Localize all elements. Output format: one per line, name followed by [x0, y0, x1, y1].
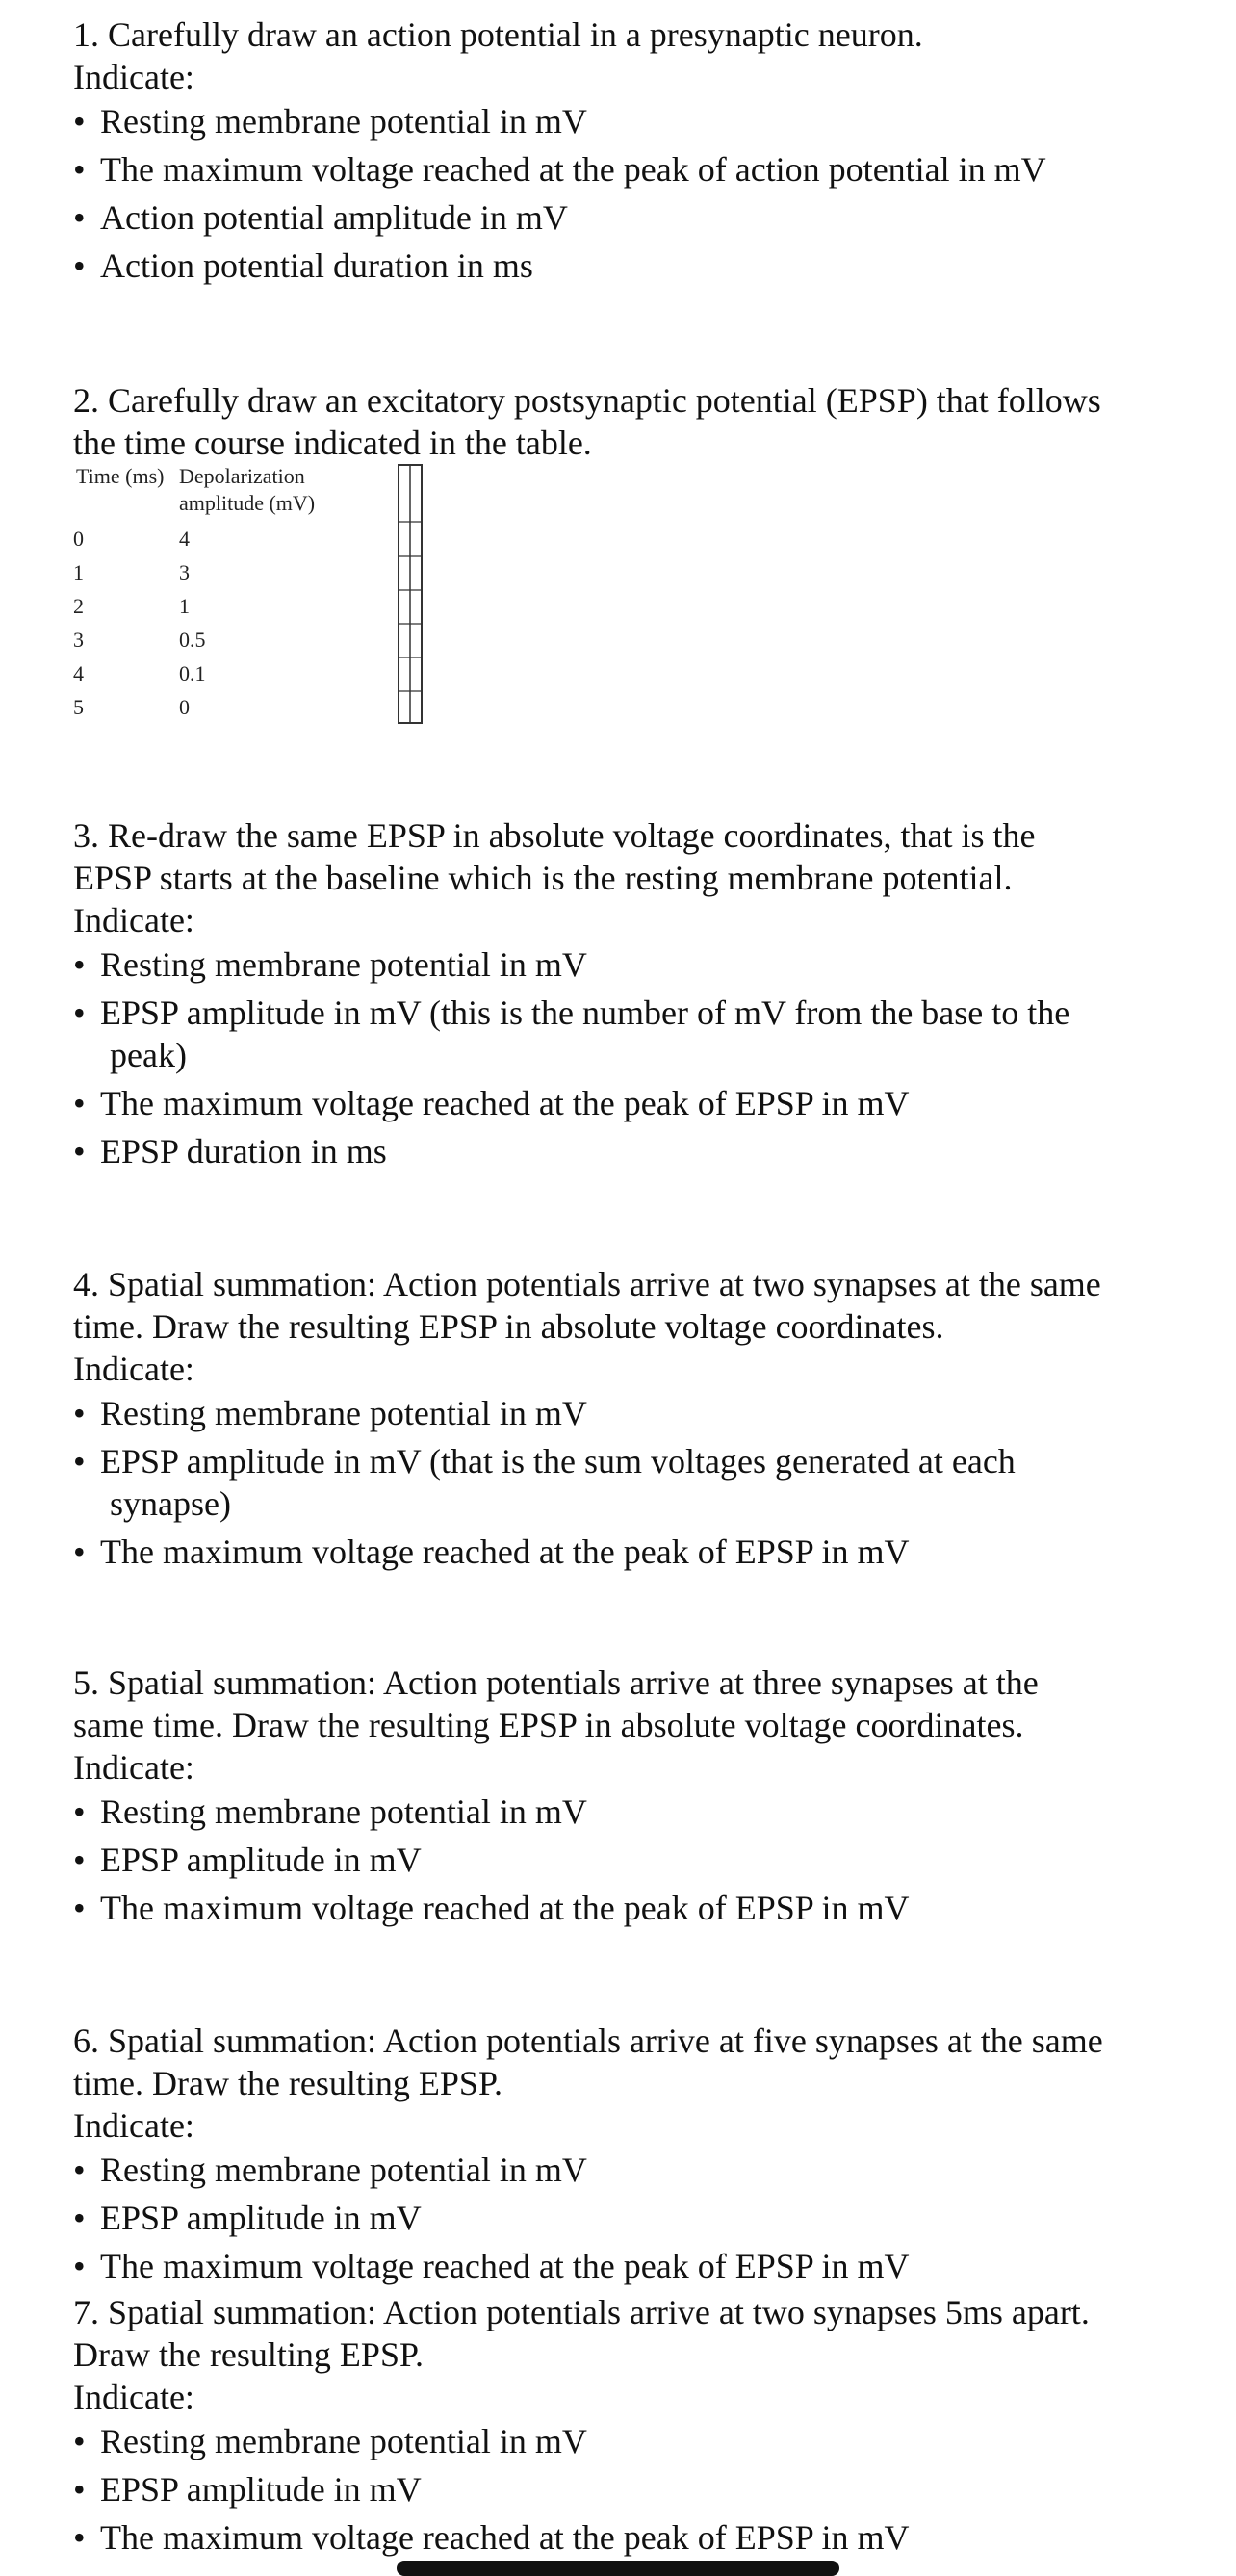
- question-2-line-2: the time course indicated in the table.: [73, 424, 592, 462]
- bullet-icon: •: [73, 2422, 86, 2460]
- bullet-item: • Action potential amplitude in mV: [73, 198, 568, 237]
- question-7-bullets: [73, 2420, 1180, 2559]
- bullet-icon: •: [73, 1442, 86, 1481]
- bullet-item: • EPSP amplitude in mV: [73, 1841, 422, 1879]
- question-7-indicate: Indicate:: [73, 2378, 194, 2416]
- question-3-line-1: 3. Re-draw the same EPSP in absolute voltage coordinates, that is the: [73, 816, 1036, 855]
- question-3-line-2: EPSP starts at the baseline which is the resting membrane potential.: [73, 859, 1013, 897]
- question-3-bullets: [73, 943, 1180, 1172]
- question-4-line-1: 4. Spatial summation: Action potentials arrive at two synapses at the same: [73, 1265, 1101, 1303]
- bullet-item: • EPSP amplitude in mV: [73, 2199, 422, 2237]
- bullet-item: • Resting membrane potential in mV: [73, 945, 587, 984]
- bullet-item: • The maximum voltage reached at the peak of EPSP in mV: [73, 1533, 910, 1571]
- home-indicator[interactable]: [397, 2561, 839, 2576]
- table-cell-time: 5: [73, 695, 84, 719]
- table-cell-time: 1: [73, 560, 84, 584]
- bullet-item: • Resting membrane potential in mV: [73, 1792, 587, 1831]
- bullet-item: • EPSP amplitude in mV (that is the sum voltages generated at each synapse): [73, 1442, 1016, 1523]
- table-cell-value: 0.1: [179, 661, 206, 685]
- question-5: [73, 1662, 1180, 1935]
- bullet-icon: •: [73, 102, 86, 141]
- bullet-item: • EPSP amplitude in mV: [73, 2470, 422, 2509]
- bullet-icon: •: [73, 246, 86, 285]
- bullet-icon: •: [73, 1792, 86, 1831]
- question-2: [73, 379, 1180, 464]
- bullet-item: • Resting membrane potential in mV: [73, 2422, 587, 2460]
- question-5-bullets: [73, 1790, 1180, 1929]
- question-3: [73, 814, 1180, 1178]
- bullet-icon: •: [73, 1533, 86, 1571]
- bullet-item: • Resting membrane potential in mV: [73, 2151, 587, 2189]
- table-cell-value: 3: [179, 560, 190, 584]
- bullet-icon: •: [73, 1841, 86, 1879]
- bullet-icon: •: [73, 2199, 86, 2237]
- question-4-line-2: time. Draw the resulting EPSP in absolute voltage coordinates.: [73, 1307, 944, 1346]
- table-cell-value: 0: [179, 695, 190, 719]
- empty-table-grid: [398, 464, 423, 724]
- bullet-item: • The maximum voltage reached at the peak of EPSP in mV: [73, 2518, 910, 2557]
- question-1-bullets: [73, 100, 1180, 287]
- bullet-item: • The maximum voltage reached at the peak of EPSP in mV: [73, 2247, 910, 2285]
- table-header-time: Time (ms): [76, 464, 165, 488]
- table-header-depolarization: Depolarization: [179, 464, 305, 488]
- question-5-line-1: 5. Spatial summation: Action potentials arrive at three synapses at the: [73, 1663, 1039, 1702]
- question-7-line-1: 7. Spatial summation: Action potentials arrive at two synapses 5ms apart.: [73, 2293, 1090, 2331]
- bullet-item: • EPSP duration in ms: [73, 1132, 387, 1171]
- bullet-item: • EPSP amplitude in mV (this is the number of mV from the base to the peak): [73, 993, 1070, 1074]
- bullet-icon: •: [73, 2151, 86, 2189]
- question-2-line-1: 2. Carefully draw an excitatory postsynaptic potential (EPSP) that follows: [73, 381, 1101, 420]
- bullet-icon: •: [73, 993, 86, 1032]
- bullet-icon: •: [73, 2470, 86, 2509]
- question-7-line-2: Draw the resulting EPSP.: [73, 2335, 424, 2374]
- bullet-icon: •: [73, 2518, 86, 2557]
- question-1-indicate: Indicate:: [73, 58, 194, 96]
- question-6-bullets: [73, 2149, 1180, 2287]
- bullet-icon: •: [73, 150, 86, 189]
- table-cell-time: 2: [73, 594, 84, 618]
- table-cell-value: 0.5: [179, 628, 206, 652]
- bullet-item: • The maximum voltage reached at the peak of EPSP in mV: [73, 1889, 910, 1927]
- question-6-line-1: 6. Spatial summation: Action potentials arrive at five synapses at the same: [73, 2022, 1103, 2060]
- question-6-line-2: time. Draw the resulting EPSP.: [73, 2064, 502, 2102]
- bullet-icon: •: [73, 1132, 86, 1171]
- table-cell-time: 3: [73, 628, 84, 652]
- question-1-title: 1. Carefully draw an action potential in a presynaptic neuron.: [73, 15, 923, 54]
- bullet-item: • Resting membrane potential in mV: [73, 1394, 587, 1432]
- bullet-icon: •: [73, 2247, 86, 2285]
- question-3-indicate: Indicate:: [73, 901, 194, 940]
- question-6: [73, 2020, 1180, 2293]
- question-4: [73, 1263, 1180, 1579]
- bullet-icon: •: [73, 198, 86, 237]
- bullet-icon: •: [73, 945, 86, 984]
- bullet-item: • Action potential duration in ms: [73, 246, 533, 285]
- table-cell-time: 4: [73, 661, 84, 685]
- bullet-item: • Resting membrane potential in mV: [73, 102, 587, 141]
- bullet-item: • The maximum voltage reached at the peak of action potential in mV: [73, 150, 1046, 189]
- bullet-icon: •: [73, 1084, 86, 1122]
- question-6-indicate: Indicate:: [73, 2106, 194, 2145]
- question-1: [73, 13, 1180, 293]
- table-cell-time: 0: [73, 527, 84, 551]
- bullet-icon: •: [73, 1889, 86, 1927]
- table-cell-value: 4: [179, 527, 190, 551]
- question-5-indicate: Indicate:: [73, 1748, 194, 1787]
- question-4-bullets: [73, 1392, 1180, 1573]
- question-5-line-2: same time. Draw the resulting EPSP in absolute voltage coordinates.: [73, 1706, 1024, 1744]
- bullet-item: • The maximum voltage reached at the peak of EPSP in mV: [73, 1084, 910, 1122]
- question-4-indicate: Indicate:: [73, 1350, 194, 1388]
- table-header-amplitude: amplitude (mV): [179, 491, 316, 515]
- bullet-icon: •: [73, 1394, 86, 1432]
- question-7: [73, 2291, 1180, 2564]
- table-cell-value: 1: [179, 594, 190, 618]
